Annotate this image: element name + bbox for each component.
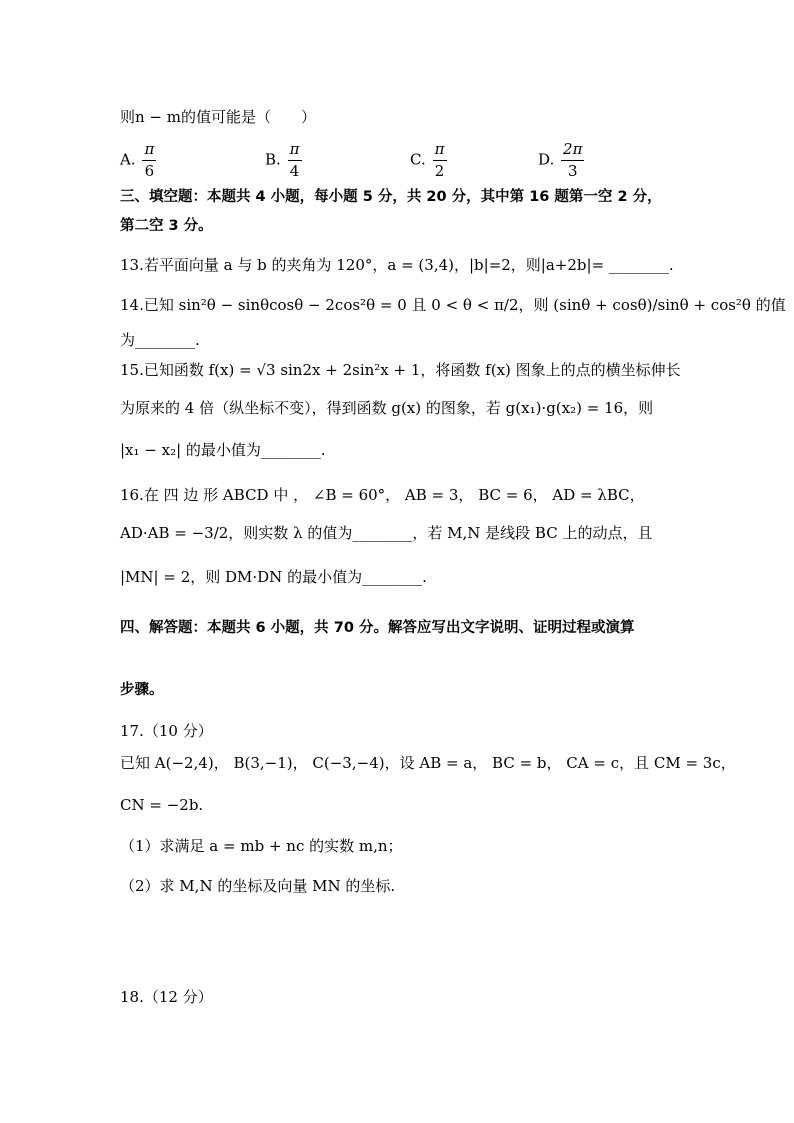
q14-line1 [120,295,786,315]
q12-option-c: C. $\frac{\pi}{2}$ [410,142,449,179]
q15-text-line1: 已知函数 f(x) = √3 sin2x + 2sin²x + 1，将函数 f(x) 图象上的点的横坐标伸长 [143,361,681,379]
section4-heading-line2: 步骤。 [120,682,164,698]
q12-option-d: D. $\frac{2\pi}{3}$ [538,140,583,180]
q15-line3: |x₁ − x₂| 的最小值为________. [120,441,326,459]
q14-line2: 为________. [120,331,200,349]
q12-option-c-value: $\frac{\pi}{2}$ [433,142,447,179]
q17-header: 17.（10 分） [120,722,213,740]
q12-option-a-value: $\frac{\pi}{6}$ [142,142,156,179]
q12-option-b: B. $\frac{\pi}{4}$ [265,142,304,179]
q12-stem: 则n − m的值可能是（ ） [120,108,316,126]
q16-line2: AD·AB = −3/2，则实数 λ 的值为________，若 M,N 是线段 BC 上的动点，且 [120,524,653,542]
q18-header: 18.（12 分） [120,988,213,1006]
q16-number: 16. [120,486,144,504]
section3-heading-line1: 三、填空题：本题共 4 小题，每小题 5 分，共 20 分，其中第 16 题第一空 2 分， [120,189,662,205]
q13-text: 若平面向量 a 与 b 的夹角为 120°，a = (3,4)，|b|=2，则|a+2b|= ________. [143,256,674,274]
q15-line1 [120,360,681,380]
q16-line3: |MN| = 2，则 DM·DN 的最小值为________. [120,568,427,586]
q12-option-b-value: $\frac{\pi}{4}$ [288,142,302,179]
q15-line2: 为原来的 4 倍（纵坐标不变），得到函数 g(x) 的图象，若 g(x₁)·g(x₂) = 16，则 [120,399,654,417]
q16-line1 [120,485,645,505]
q17-part2: （2）求 M,N 的坐标及向量 MN 的坐标. [120,877,396,895]
q15-number: 15. [120,361,144,379]
q14-number: 14. [120,296,144,314]
q17-line1: 已知 A(−2,4)， B(3,−1)， C(−3,−4)，设 AB = a， BC = b， CA = c，且 CM = 3c， [120,754,736,772]
q13 [120,255,674,275]
q16-text-line1: 在 四 边 形 ABCD 中 ， ∠B = 60°， AB = 3， BC = 6， AD = λBC， [143,486,645,504]
q12-option-a: A. $\frac{\pi}{6}$ [120,142,158,179]
q14-text-line1: 已知 sin²θ − sinθcosθ − 2cos²θ = 0 且 0 < θ < π/2，则 (sinθ + cosθ)/sinθ + cos²θ 的值 [143,296,786,314]
q12-option-d-value: $\frac{2\pi}{3}$ [563,140,583,180]
section4-heading-line1: 四、解答题：本题共 6 小题，共 70 分。解答应写出文字说明、证明过程或演算 [120,620,635,636]
q13-number: 13. [120,256,144,274]
section3-heading-line2: 第二空 3 分。 [120,218,213,234]
q17-part1: （1）求满足 a = mb + nc 的实数 m,n； [120,837,403,855]
q17-line2: CN = −2b. [120,796,204,814]
